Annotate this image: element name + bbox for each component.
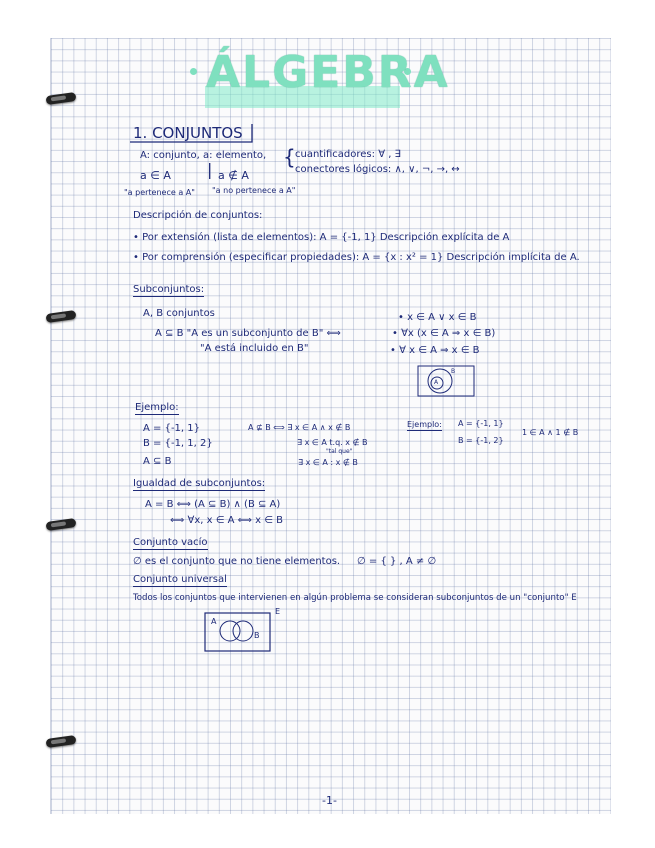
- igualdad-heading: Igualdad de subconjuntos:: [133, 478, 266, 489]
- universal-text: Todos los conjuntos que intervienen en algún problema se consideran subconjuntos de un "conjunto" E: [133, 593, 577, 603]
- universal-heading: Conjunto universal: [133, 574, 227, 585]
- ejemplo2-a: A = {-1, 1}: [458, 419, 504, 428]
- comprension-line: • Por comprensión (especificar propiedades): A = {x : x² = 1} Descripción implícita de A.: [133, 252, 580, 263]
- universal-label-b: B: [254, 631, 260, 640]
- sub-line2: A ⊆ B "A es un subconjunto de B" ⟺: [155, 328, 341, 339]
- ejemplo2-heading: Ejemplo:: [407, 420, 442, 429]
- page-title: ÁLGEBRA: [206, 47, 450, 98]
- sub-right3: • ∀ x ∈ A ⇒ x ∈ B: [390, 345, 480, 356]
- ejemplo-c: A ⊆ B: [143, 456, 172, 467]
- igualdad-line2: ⟺ ∀x, x ∈ A ⟺ x ∈ B: [170, 515, 283, 526]
- section-heading: 1. CONJUNTOS: [133, 124, 243, 142]
- ejemplo-a: A = {-1, 1}: [143, 423, 200, 434]
- venn-label-a: A: [434, 379, 439, 386]
- descripcion-heading: Descripción de conjuntos:: [133, 210, 263, 221]
- not-belongs: a ∉ A: [218, 169, 249, 182]
- ejemplo2-c: 1 ∈ A ∧ 1 ∉ B: [522, 428, 579, 437]
- universal-label-a: A: [211, 617, 217, 626]
- ejemplo-m1: A ⊈ B ⟺ ∃ x ∈ A ∧ x ∉ B: [248, 423, 351, 432]
- belongs: a ∈ A: [140, 169, 171, 182]
- extension-line: • Por extensión (lista de elementos): A = {-1, 1} Descripción explícita de A: [133, 232, 510, 243]
- sub-right2: • ∀x (x ∈ A ⇒ x ∈ B): [392, 328, 496, 339]
- page-number: -1-: [322, 794, 337, 807]
- intro-definitions: A: conjunto, a: elemento,: [140, 150, 267, 161]
- igualdad-line1: A = B ⟺ (A ⊆ B) ∧ (B ⊆ A): [145, 499, 281, 510]
- sub-line1: A, B conjuntos: [143, 308, 215, 319]
- ejemplo-m2: ∃ x ∈ A t.q. x ∉ B: [297, 438, 368, 447]
- sub-line3: "A está incluido en B": [200, 343, 309, 354]
- ejemplo2-b: B = {-1, 2}: [458, 436, 504, 445]
- not-belongs-note: "a no pertenece a A": [212, 186, 296, 195]
- vacio-formula: ∅ = { } , A ≠ ∅: [357, 556, 437, 567]
- belongs-note: "a pertenece a A": [124, 188, 195, 197]
- venn-label-b: B: [451, 368, 456, 375]
- quantifiers: cuantificadores: ∀ , ∃: [295, 149, 401, 160]
- subconjuntos-heading: Subconjuntos:: [133, 284, 205, 295]
- connectives: conectores lógicos: ∧, ∨, ¬, →, ↔: [295, 164, 460, 175]
- vacio-text: ∅ es el conjunto que no tiene elementos.: [133, 556, 341, 567]
- ejemplo-m2-note: "tal que": [326, 448, 353, 455]
- divider-bar: |: [207, 160, 213, 179]
- ejemplo-heading: Ejemplo:: [135, 402, 179, 413]
- vacio-heading: Conjunto vacío: [133, 537, 208, 548]
- sub-right1: • x ∈ A ∨ x ∈ B: [398, 312, 477, 323]
- ejemplo-b: B = {-1, 1, 2}: [143, 438, 213, 449]
- brace: {: [283, 145, 296, 169]
- universal-label-e: E: [275, 607, 281, 616]
- ejemplo-m3: ∃ x ∈ A : x ∉ B: [298, 458, 358, 467]
